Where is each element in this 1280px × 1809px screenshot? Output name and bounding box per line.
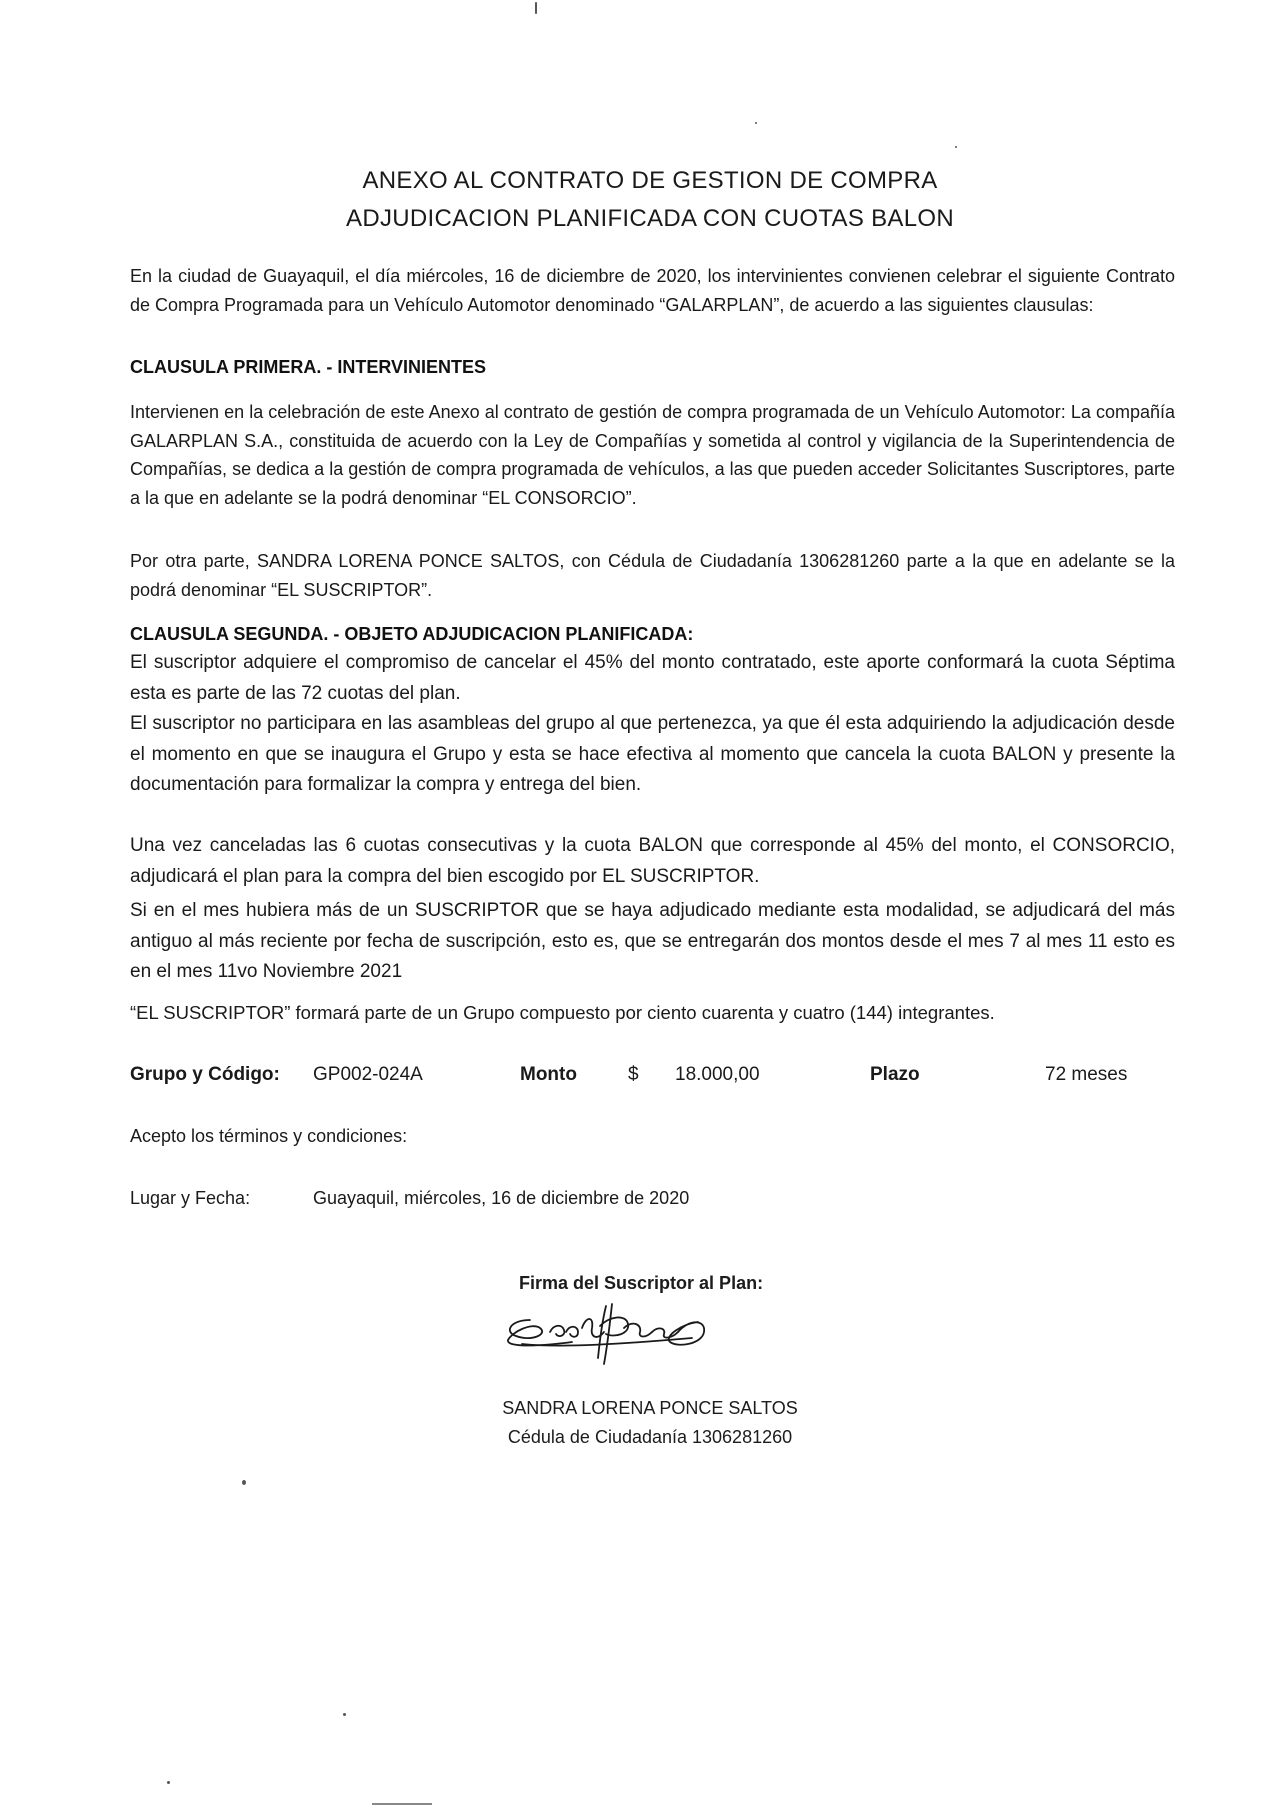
currency-symbol: $ — [628, 1064, 639, 1085]
clausula-primera-paragraph-2: Por otra parte, SANDRA LORENA PONCE SALTOS, con Cédula de Ciudadanía 1306281260 parte a la que en adelante se la podrá denominar “EL SUSCRIPTOR”. — [130, 551, 1175, 600]
plazo-label: Plazo — [870, 1064, 920, 1085]
scan-mark — [535, 2, 537, 14]
clausula-primera-heading: CLAUSULA PRIMERA. - INTERVINIENTES — [130, 357, 487, 377]
scan-speck — [167, 1781, 170, 1784]
clausula-segunda-paragraph-5: “EL SUSCRIPTOR” formará parte de un Grupo compuesto por ciento cuarenta y cuatro (144) integrantes. — [130, 1002, 995, 1023]
monto-label: Monto — [520, 1064, 577, 1085]
scan-speck — [343, 1713, 346, 1716]
clausula-segunda-paragraph-3: Una vez canceladas las 6 cuotas consecutivas y la cuota BALON que corresponde al 45% del monto, el CONSORCIO, adjudicará el plan para la compra del bien escogido por EL SUSCRIPTOR. — [130, 835, 1175, 887]
grupo-value: GP002-024A — [313, 1064, 423, 1085]
lugar-label: Lugar y Fecha: — [130, 1188, 251, 1208]
monto-value: 18.000,00 — [675, 1064, 760, 1085]
clausula-segunda-heading: CLAUSULA SEGUNDA. - OBJETO ADJUDICACION PLANIFICADA: — [130, 624, 694, 644]
scan-speck — [755, 122, 757, 124]
scan-line — [372, 1803, 432, 1805]
scan-speck — [242, 1480, 246, 1485]
document-title-line-1: ANEXO AL CONTRATO DE GESTION DE COMPRA — [362, 167, 938, 194]
grupo-label: Grupo y Código: — [130, 1064, 280, 1085]
plazo-value: 72 meses — [1045, 1064, 1128, 1085]
clausula-segunda-paragraph-2: El suscriptor no participara en las asambleas del grupo al que pertenezca, ya que él esta adquiriendo la adjudicación desde el momento en que se inaugura el Grupo y esta se hace efectiva al momento que cancela la cuota BALON y presente la documentación para formalizar la compra y entrega del bien. — [130, 713, 1175, 795]
signature-label: Firma del Suscriptor al Plan: — [519, 1273, 764, 1293]
signer-name: SANDRA LORENA PONCE SALTOS — [502, 1398, 798, 1418]
scan-speck — [955, 146, 957, 148]
clausula-primera-paragraph-1: Intervienen en la celebración de este Anexo al contrato de gestión de compra programada de un Vehículo Automotor: La compañía GALARPLAN S.A., constituida de acuerdo con la Ley de Compañías y sometida al control y vigilancia de la Superintendencia de Compañías, se dedica a la gestión de compra programada de vehículos, a las que pueden acceder Solicitantes Suscriptores, parte a la que en adelante se la podrá denominar “EL CONSORCIO”. — [130, 402, 1175, 508]
signer-id: Cédula de Ciudadanía 1306281260 — [507, 1427, 793, 1447]
clausula-segunda-paragraph-4: Si en el mes hubiera más de un SUSCRIPTOR que se haya adjudicado mediante esta modalidad, se adjudicará del más antiguo al más reciente por fecha de suscripción, esto es, que se entregarán dos montos desde el mes 7 al mes 11 esto es en el mes 11vo Noviembre 2021 — [130, 900, 1175, 982]
handwritten-signature — [502, 1298, 712, 1368]
lugar-value: Guayaquil, miércoles, 16 de diciembre de 2020 — [313, 1188, 690, 1208]
intro-paragraph: En la ciudad de Guayaquil, el día miércoles, 16 de diciembre de 2020, los intervinientes convienen celebrar el siguiente Contrato de Compra Programada para un Vehículo Automotor denominado “GALARPLAN”, de acuerdo a las siguientes clausulas: — [130, 266, 1175, 315]
clausula-segunda-paragraph-1: El suscriptor adquiere el compromiso de cancelar el 45% del monto contratado, este aporte conformará la cuota Séptima esta es parte de las 72 cuotas del plan. — [130, 652, 1175, 704]
acepto-terminos: Acepto los términos y condiciones: — [130, 1126, 408, 1146]
document-title-line-2: ADJUDICACION PLANIFICADA CON CUOTAS BALON — [346, 205, 954, 232]
